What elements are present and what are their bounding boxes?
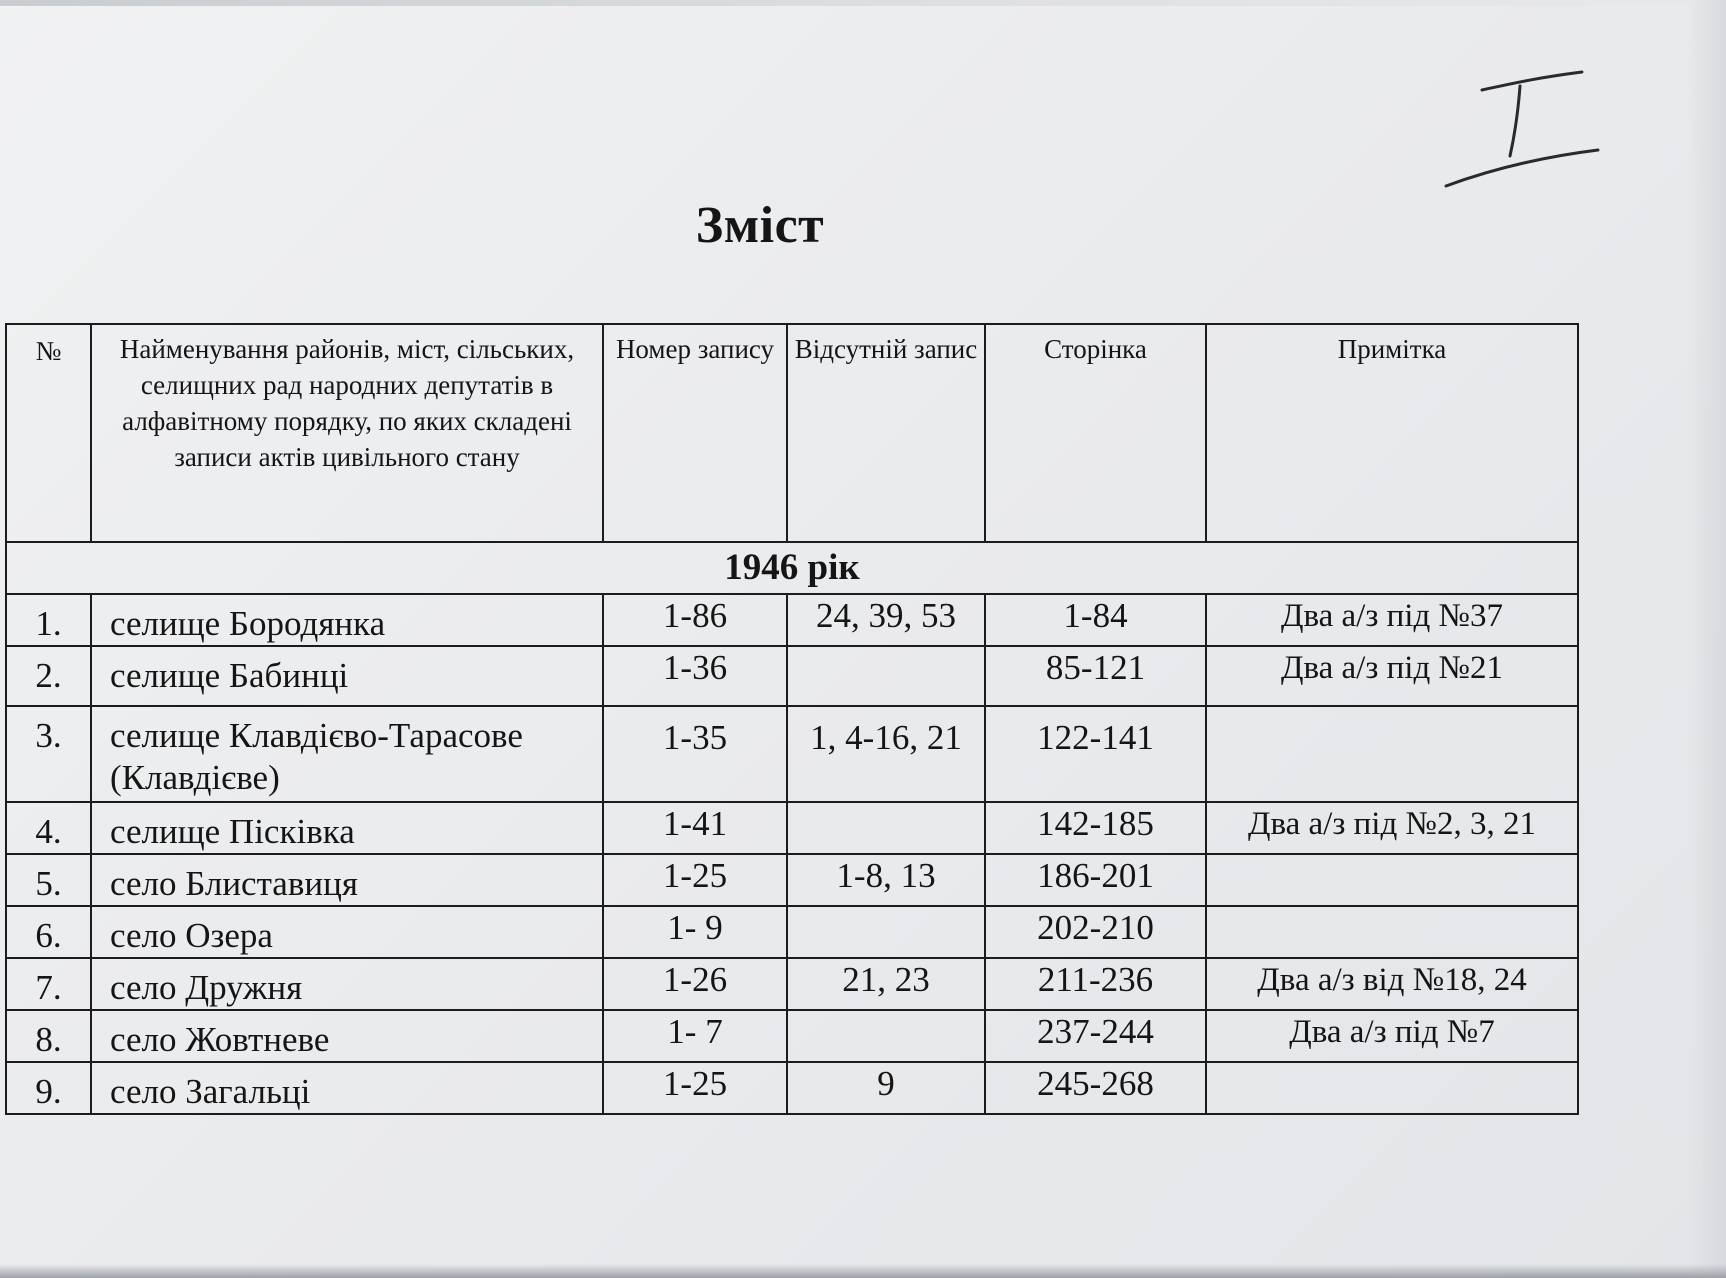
row-number: 6. <box>6 906 91 958</box>
row-page: 237-244 <box>985 1010 1206 1062</box>
row-note <box>1206 906 1578 958</box>
row-name: селище Бородянка <box>91 594 603 646</box>
year-label: 1946 рік <box>6 542 1578 594</box>
row-name: селище Бабинці <box>91 646 603 706</box>
header-record-number: Номер запису <box>603 324 787 542</box>
row-missing <box>787 906 985 958</box>
row-number: 4. <box>6 802 91 854</box>
table-row <box>6 854 1578 906</box>
row-missing: 1-8, 13 <box>787 854 985 906</box>
row-page: 1-84 <box>985 594 1206 646</box>
row-number: 1. <box>6 594 91 646</box>
table-row <box>6 958 1578 1010</box>
row-missing: 24, 39, 53 <box>787 594 985 646</box>
row-name: село Дружня <box>91 958 603 1010</box>
row-record: 1-25 <box>603 854 787 906</box>
row-number: 8. <box>6 1010 91 1062</box>
scan-top-edge <box>0 0 1726 6</box>
row-missing: 1, 4-16, 21 <box>787 706 985 802</box>
row-page: 202-210 <box>985 906 1206 958</box>
row-missing <box>787 802 985 854</box>
row-missing: 21, 23 <box>787 958 985 1010</box>
row-record: 1-35 <box>603 706 787 802</box>
row-name: село Блиставиця <box>91 854 603 906</box>
header-page: Сторінка <box>985 324 1206 542</box>
scan-right-edge <box>1688 0 1726 1278</box>
row-number: 9. <box>6 1062 91 1114</box>
row-record: 1-36 <box>603 646 787 706</box>
row-note: Два а/з під №2, 3, 21 <box>1206 802 1578 854</box>
row-page: 122-141 <box>985 706 1206 802</box>
scan-bottom-edge <box>0 1264 1726 1278</box>
row-record: 1-41 <box>603 802 787 854</box>
row-page: 85-121 <box>985 646 1206 706</box>
row-note <box>1206 1062 1578 1114</box>
row-note <box>1206 854 1578 906</box>
row-missing <box>787 1010 985 1062</box>
row-note: Два а/з від №18, 24 <box>1206 958 1578 1010</box>
header-note: Примітка <box>1206 324 1578 542</box>
row-number: 3. <box>6 706 91 802</box>
row-page: 186-201 <box>985 854 1206 906</box>
header-name: Найменування районів, міст, сільських, селищних рад народних депутатів в алфавітному порядку, по яких складені записи актів цивільного стану <box>91 324 603 542</box>
row-note <box>1206 706 1578 802</box>
row-number: 5. <box>6 854 91 906</box>
handwritten-roman-numeral <box>1440 68 1610 198</box>
row-note: Два а/з під №7 <box>1206 1010 1578 1062</box>
row-page: 245-268 <box>985 1062 1206 1114</box>
row-number: 2. <box>6 646 91 706</box>
table-row <box>6 802 1578 854</box>
header-missing-record: Відсутній запис <box>787 324 985 542</box>
year-row <box>6 542 1578 594</box>
row-name: село Загальці <box>91 1062 603 1114</box>
row-note: Два а/з під №37 <box>1206 594 1578 646</box>
header-number: № <box>6 324 91 542</box>
row-name: село Жовтневе <box>91 1010 603 1062</box>
row-name: село Озера <box>91 906 603 958</box>
row-name: селище Пісківка <box>91 802 603 854</box>
row-page: 211-236 <box>985 958 1206 1010</box>
row-record: 1- 7 <box>603 1010 787 1062</box>
row-record: 1-25 <box>603 1062 787 1114</box>
row-name: селище Клавдієво-Тарасове (Клавдієве) <box>91 706 603 802</box>
table-row <box>6 706 1578 802</box>
page-title: Зміст <box>695 197 825 254</box>
table-row <box>6 906 1578 958</box>
contents-table <box>5 323 1579 1115</box>
row-missing: 9 <box>787 1062 985 1114</box>
table-row <box>6 1010 1578 1062</box>
row-number: 7. <box>6 958 91 1010</box>
table-row <box>6 594 1578 646</box>
row-record: 1-86 <box>603 594 787 646</box>
row-note: Два а/з під №21 <box>1206 646 1578 706</box>
row-record: 1- 9 <box>603 906 787 958</box>
row-record: 1-26 <box>603 958 787 1010</box>
table-row <box>6 646 1578 706</box>
row-page: 142-185 <box>985 802 1206 854</box>
row-missing <box>787 646 985 706</box>
table-header-row <box>6 324 1578 542</box>
table-row <box>6 1062 1578 1114</box>
